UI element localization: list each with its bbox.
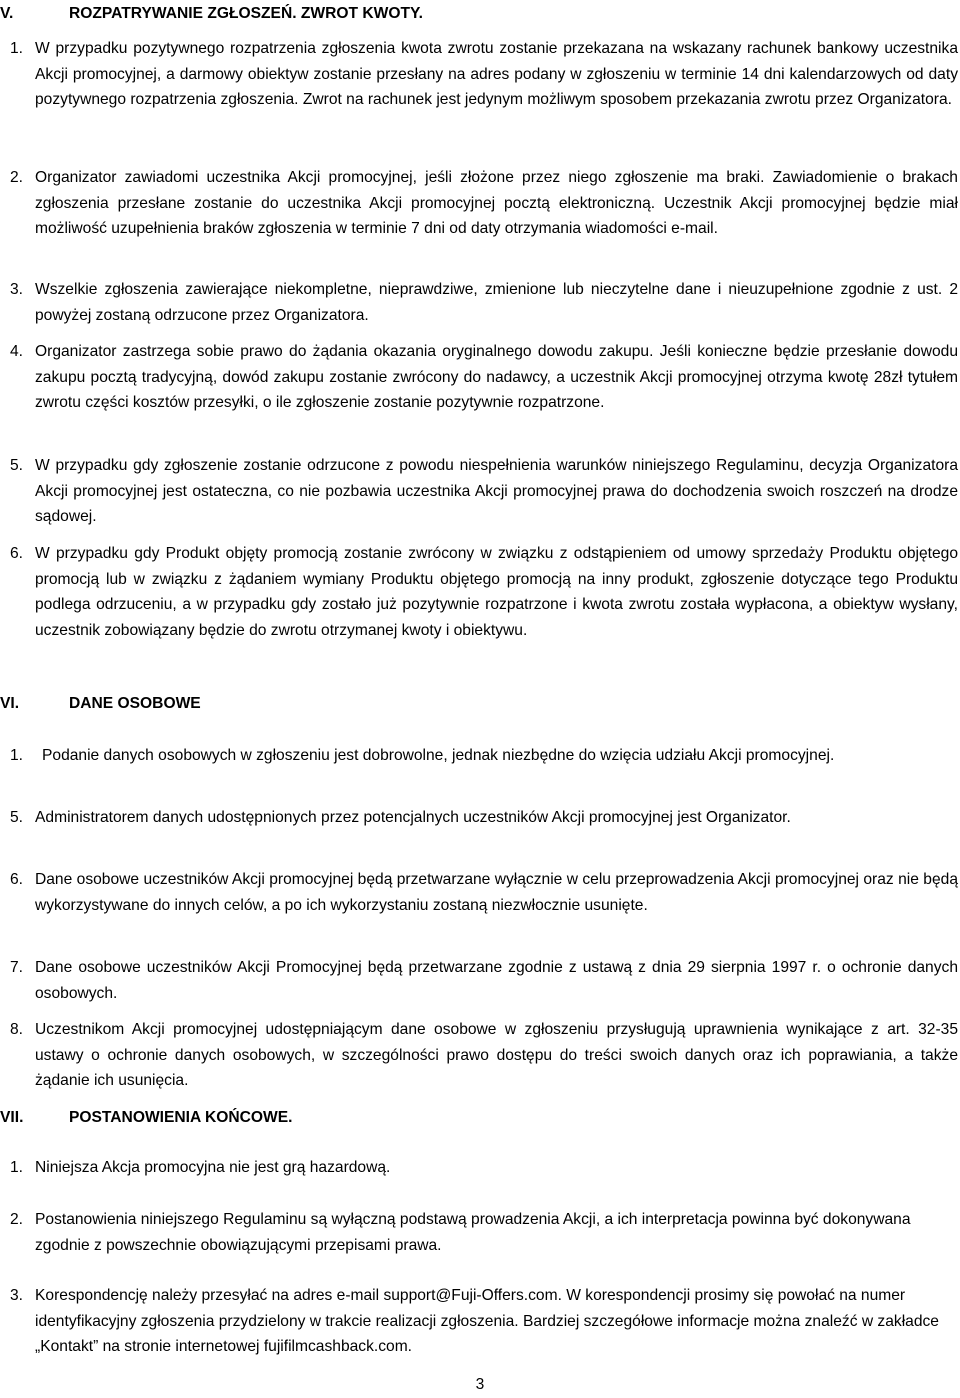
list-item (10, 1283, 958, 1360)
item-text: Organizator zastrzega sobie prawo do żądania okazania oryginalnego dowodu zakupu. Jeśli konieczne będzie przesłanie dowodu zakupu pocztą tradycyjną, dowód zakupu zostanie zwrócony do nadawcy, a uczestnik Akcji promocyjnej otrzyma kwotę 28zł tytułem zwrotu części kosztów przesyłki, o ile zgłoszenie zostanie pozytywnie rozpatrzone. (35, 343, 958, 412)
item-text: Niniejsza Akcja promocyjna nie jest grą hazardową. (35, 1159, 391, 1176)
item-number: 3. (10, 281, 24, 298)
section-v-heading (0, 1, 900, 27)
item-number: 6. (10, 871, 24, 888)
item-number: 5. (10, 457, 24, 474)
item-text: W przypadku gdy Produkt objęty promocją zostanie zwrócony w związku z odstąpieniem od umowy sprzedaży Produktu objętego promocją lub w związku z żądaniem wymiany Produktu objętego promocją na inny produkt, zgłoszenie dotyczące tego Produktu podlega odrzuceniu, a w przypadku gdy zostało już pozytywnie rozpatrzone i kwota zwrotu została wypłacona, a obiektyw wysłany, uczestnik zobowiązany będzie do zwrotu otrzymanej kwoty i obiektywu. (35, 545, 958, 639)
item-number: 1. (10, 747, 24, 764)
list-item (10, 955, 958, 1006)
item-text: Uczestnikom Akcji promocyjnej udostępniającym dane osobowe w zgłoszeniu przysługują uprawnienia wynikające z art. 32-35 ustawy o ochronie danych osobowych, w szczególności prawo dostępu do treści swoich danych oraz ich poprawiania, a także żądanie ich usunięcia. (35, 1021, 958, 1090)
item-number: 6. (10, 545, 24, 562)
item-text: Korespondencję należy przesyłać na adres e-mail support@Fuji-Offers.com. W korespondencji prosimy się powołać na numer identyfikacyjny zgłoszenia przydzielony w trakcie realizacji zgłoszenia. Bardziej szczegółowe informacje można znaleźć w zakładce „Kontakt” na stronie internetowej fujifilmcashback.com. (35, 1287, 939, 1356)
list-item (10, 541, 958, 643)
item-text: Administratorem danych udostępnionych przez potencjalnych uczestników Akcji promocyjnej jest Organizator. (35, 809, 791, 826)
item-number: 2. (10, 169, 24, 186)
list-item (10, 1017, 958, 1094)
item-text: Dane osobowe uczestników Akcji Promocyjnej będą przetwarzane zgodnie z ustawą z dnia 29 sierpnia 1997 r. o ochronie danych osobowych. (35, 959, 958, 1002)
section-vii-number: VII. (0, 1109, 24, 1126)
item-number: 3. (10, 1287, 24, 1304)
item-text: Wszelkie zgłoszenia zawierające niekompletne, nieprawdziwe, zmienione lub nieczytelne dane i nieuzupełnione zgodnie z ust. 2 powyżej zostaną odrzucone przez Organizatora. (35, 281, 958, 324)
list-item (10, 1207, 958, 1258)
list-item (10, 277, 958, 328)
list-item (10, 453, 958, 530)
list-item (10, 1155, 958, 1181)
item-number: 1. (10, 40, 24, 57)
item-number: 8. (10, 1021, 24, 1038)
list-item (10, 867, 958, 918)
section-vii-heading (0, 1105, 900, 1131)
item-number: 5. (10, 809, 24, 826)
list-item (10, 339, 958, 416)
page-number: 3 (475, 1376, 485, 1393)
list-item (10, 36, 958, 113)
item-number: 2. (10, 1211, 24, 1228)
section-vi-number: VI. (0, 695, 20, 712)
section-v-number: V. (0, 5, 14, 22)
item-number: 7. (10, 959, 24, 976)
item-text: Podanie danych osobowych w zgłoszeniu jest dobrowolne, jednak niezbędne do wzięcia udziału Akcji promocyjnej. (42, 747, 835, 764)
section-vii-title: POSTANOWIENIA KOŃCOWE. (69, 1109, 293, 1126)
section-vi-heading (0, 691, 900, 717)
section-v-title: ROZPATRYWANIE ZGŁOSZEŃ. ZWROT KWOTY. (69, 5, 424, 22)
item-number: 4. (10, 343, 24, 360)
list-item (10, 805, 958, 831)
section-vi-title: DANE OSOBOWE (69, 695, 201, 712)
item-text: W przypadku gdy zgłoszenie zostanie odrzucone z powodu niespełnienia warunków niniejszego Regulaminu, decyzja Organizatora Akcji promocyjnej jest ostateczna, co nie pozbawia uczestnika Akcji promocyjnej prawa do dochodzenia swoich roszczeń na drodze sądowej. (35, 457, 958, 526)
item-text: Dane osobowe uczestników Akcji promocyjnej będą przetwarzane wyłącznie w celu przeprowadzenia Akcji promocyjnej oraz nie będą wykorzystywane do innych celów, a po ich wykorzystaniu zostaną niezwłocznie usunięte. (35, 871, 958, 914)
item-text: Organizator zawiadomi uczestnika Akcji promocyjnej, jeśli złożone przez niego zgłoszenie ma braki. Zawiadomienie o brakach zgłoszenia przesłane zostanie do uczestnika Akcji promocyjnej pocztą elektroniczną. Uczestnik Akcji promocyjnej będzie miał możliwość uzupełnienia braków zgłoszenia w terminie 7 dni od daty otrzymania wiadomości e-mail. (35, 169, 958, 238)
list-item (10, 165, 958, 242)
item-text: Postanowienia niniejszego Regulaminu są wyłączną podstawą prowadzenia Akcji, a ich interpretacja powinna być dokonywana zgodnie z powszechnie obowiązującymi przepisami prawa. (35, 1211, 911, 1254)
list-item (10, 743, 958, 769)
item-text: W przypadku pozytywnego rozpatrzenia zgłoszenia kwota zwrotu zostanie przekazana na wskazany rachunek bankowy uczestnika Akcji promocyjnej, a darmowy obiektyw zostanie przesłany na adres podany w zgłoszeniu w terminie 14 dni kalendarzowych od daty pozytywnego rozpatrzenia zgłoszenia. Zwrot na rachunek jest jedynym możliwym sposobem przekazania zwrotu przez Organizatora. (35, 40, 958, 109)
item-number: 1. (10, 1159, 24, 1176)
